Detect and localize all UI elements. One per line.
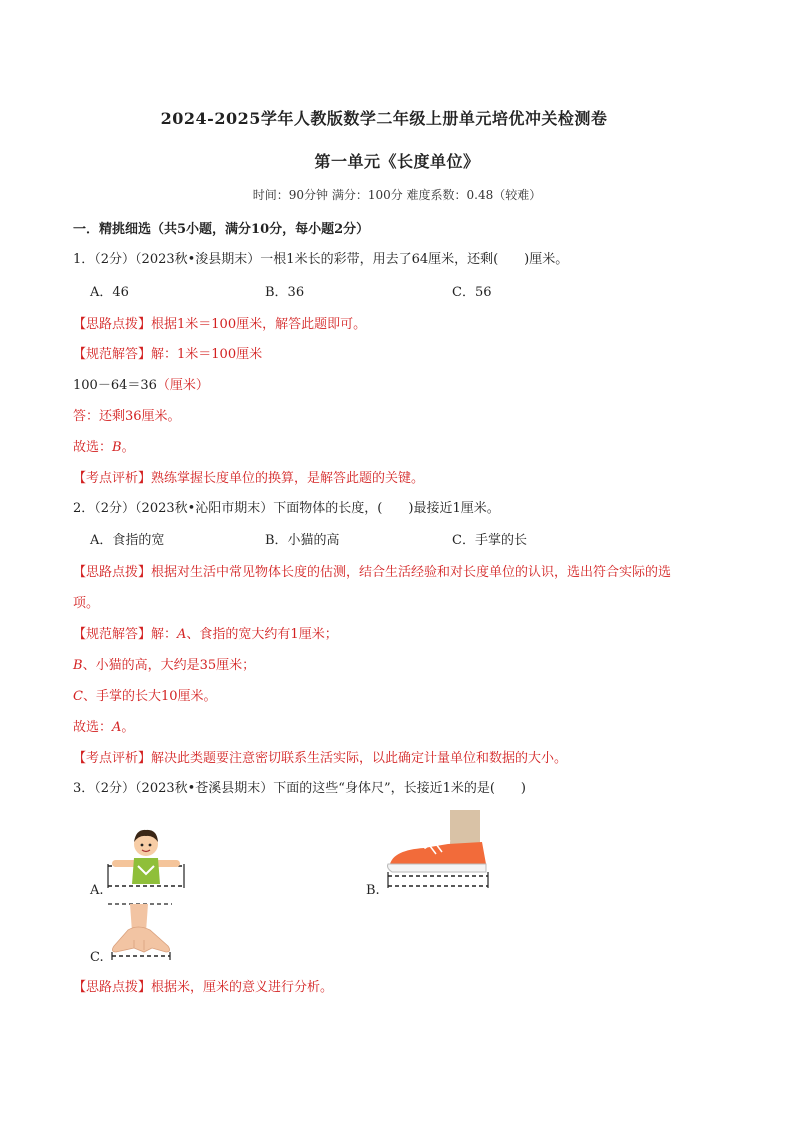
solution-tag: 【规范解答】: [73, 347, 152, 362]
q2-sol-b-letter: B: [73, 658, 83, 673]
q1-stem: 1．（2分）（2023秋•浚县期末）一根1米长的彩带，用去了64厘米，还剩( )厘米。: [73, 252, 569, 267]
hand-span-figure: [104, 902, 176, 964]
q3-hint: [73, 976, 333, 995]
q1-review-text: 熟练掌握长度单位的换算，是解答此题的关键。: [151, 471, 425, 486]
review-tag: 【考点评析】: [73, 471, 152, 486]
hint-tag: 【思路点拨】: [73, 565, 152, 580]
unit-title: 第一单元《长度单位》: [314, 152, 480, 171]
q2-solution-c: [73, 685, 217, 704]
foot-shoe-figure: [384, 808, 492, 890]
boy-arm-span-figure: [104, 826, 188, 892]
q2-sol-c-letter: C: [73, 689, 83, 704]
q2-choice-suffix: 。: [121, 720, 135, 735]
q2-hint-text-1: 根据对生活中常见物体长度的估测，结合生活经验和对长度单位的认识，选出符合实际的选: [151, 565, 672, 580]
q2-choice-prefix: 故选：: [73, 720, 113, 735]
q2-sol-a-letter: A: [177, 627, 187, 642]
q2-stem: 2．（2分）（2023秋•沁阳市期末）下面物体的长度，( )最接近1厘米。: [73, 501, 500, 516]
q2-sol-a-text: 、食指的宽大约有1厘米；: [186, 627, 338, 642]
q1-hint-text: 根据1米＝100厘米，解答此题即可。: [151, 317, 367, 332]
q2-hint: [73, 561, 671, 580]
document-title: 2024-2025学年人教版数学二年级上册单元培优冲关检测卷: [160, 109, 608, 128]
q2-review: [73, 747, 567, 766]
review-tag: 【考点评析】: [73, 751, 152, 766]
q3-hint-text: 根据米，厘米的意义进行分析。: [151, 980, 334, 995]
q2-option-a: A．食指的宽: [90, 533, 165, 548]
q1-option-b: B．36: [265, 285, 305, 300]
q2-option-c: C．手掌的长: [452, 533, 527, 548]
q2-option-b: B．小猫的高: [265, 533, 340, 548]
q3-option-b-label: B.: [366, 883, 380, 898]
q1-choice: [73, 436, 135, 455]
q1-solution: [73, 343, 262, 362]
hint-tag: 【思路点拨】: [73, 980, 152, 995]
hint-tag: 【思路点拨】: [73, 317, 152, 332]
q1-solution-text: 解：1米＝100厘米: [151, 347, 263, 362]
q2-solution-b: [73, 654, 255, 673]
exam-meta: 时间：90分钟 满分：100分 难度系数：0.48（较难）: [252, 188, 542, 202]
q1-hint: [73, 313, 366, 332]
q1-choice-suffix: 。: [121, 440, 135, 455]
q2-sol-c-text: 、手掌的长大10厘米。: [82, 689, 217, 704]
q2-review-text: 解决此类题要注意密切联系生活实际，以此确定计量单位和数据的大小。: [151, 751, 568, 766]
q1-option-a: A．46: [90, 285, 129, 300]
q1-option-c: C．56: [452, 285, 492, 300]
q2-choice: [73, 716, 134, 735]
q2-hint-text-2: 项。: [73, 596, 100, 611]
q3-option-c-label: C.: [90, 950, 104, 965]
q1-calc-unit: （厘米）: [156, 378, 209, 393]
q3-option-a-label: A.: [90, 883, 104, 898]
q2-sol-b-text: 、小猫的高，大约是35厘米；: [82, 658, 256, 673]
q3-stem: 3．（2分）（2023秋•苍溪县期末）下面的这些“身体尺”，长接近1米的是( ): [73, 781, 527, 796]
q1-choice-letter: B: [112, 440, 122, 455]
q1-review: [73, 467, 424, 486]
q1-calc: 100－64＝36: [73, 378, 157, 393]
q2-solution-prefix: 解：: [151, 627, 178, 642]
q1-answer: 答：还剩36厘米。: [73, 409, 181, 424]
q2-choice-letter: A: [112, 720, 122, 735]
q1-choice-prefix: 故选：: [73, 440, 113, 455]
q1-calculation: [73, 374, 209, 393]
q2-solution-a: [73, 623, 338, 642]
solution-tag: 【规范解答】: [73, 627, 152, 642]
section-heading: 一．精挑细选（共5小题，满分10分，每小题2分）: [73, 222, 370, 237]
